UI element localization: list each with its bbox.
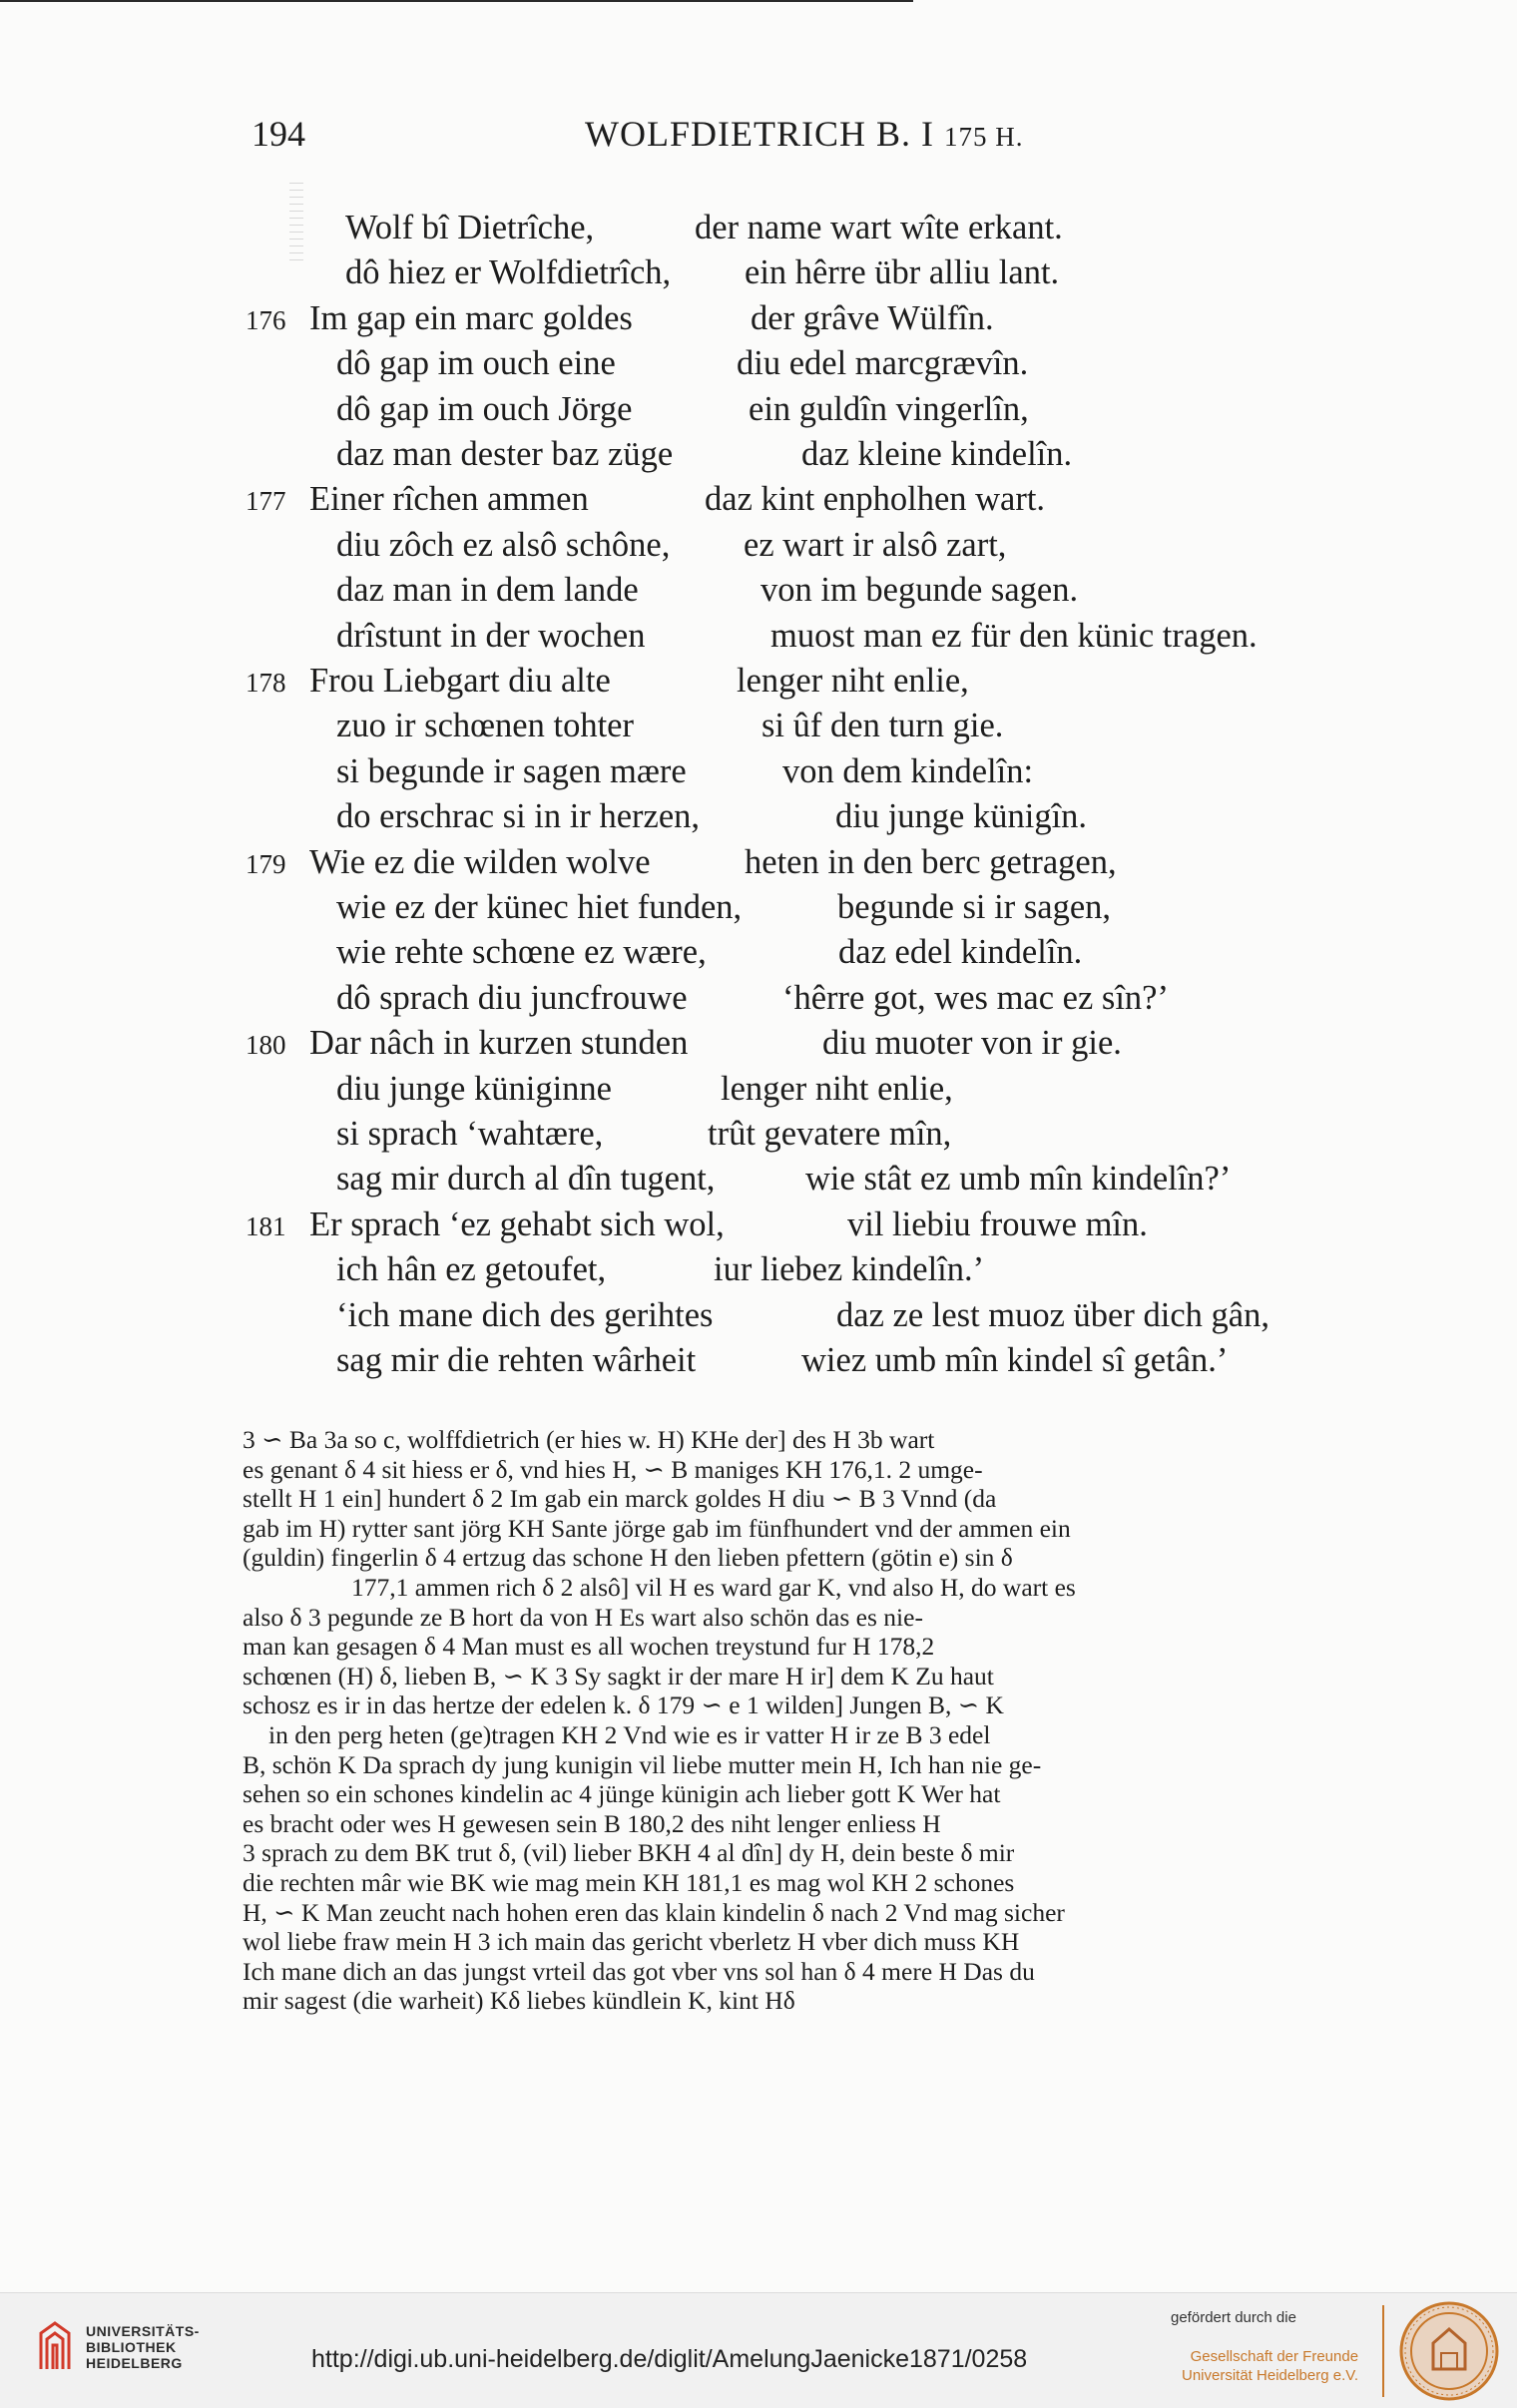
- second-half-line: diu edel marcgrævîn.: [737, 344, 1029, 383]
- apparatus-line: es bracht oder wes H gewesen sein B 180,2 des niht lenger enliess H: [243, 1808, 941, 1838]
- apparatus-line: B, schön K Da sprach dy jung kunigin vil liebe mutter mein H, Ich han nie ge-: [243, 1749, 1042, 1779]
- page-header: [252, 113, 1030, 163]
- verse-line: [0, 840, 1497, 884]
- footer-divider: [1382, 2305, 1384, 2397]
- second-half-line: daz kint enpholhen wart.: [705, 480, 1046, 519]
- first-half-line: si sprach ‘wahtære,: [336, 1115, 604, 1153]
- logo-line: BIBLIOTHEK: [86, 2339, 177, 2355]
- apparatus-line: in den perg heten (ge)tragen KH 2 Vnd wie es ir vatter H ir ze B 3 edel: [268, 1720, 991, 1749]
- verse-line: [0, 341, 1497, 385]
- first-half-line: drîstunt in der wochen: [336, 616, 646, 655]
- verse-line: [0, 250, 1497, 294]
- verse-line: [0, 1067, 1497, 1111]
- stanza-number: 179: [246, 848, 286, 879]
- first-half-line: dô sprach diu juncfrouwe: [336, 978, 688, 1017]
- second-half-line: iur liebez kindelîn.’: [714, 1250, 985, 1289]
- first-half-line: si begunde ir sagen mære: [336, 751, 687, 790]
- second-half-line: von dem kindelîn:: [782, 751, 1034, 790]
- footer-bar: [0, 2292, 1517, 2408]
- second-half-line: muost man ez für den künic tragen.: [770, 616, 1258, 655]
- verse-line: [0, 1293, 1497, 1337]
- second-half-line: der name wart wîte erkant.: [695, 209, 1063, 246]
- second-half-line: diu muoter von ir gie.: [822, 1024, 1122, 1063]
- first-half-line: sag mir die rehten wârheit: [336, 1341, 697, 1379]
- apparatus-line: Ich mane dich an das jungst vrteil das got vber vns sol han δ 4 mere H Das du: [243, 1956, 1035, 1986]
- verse-line: [0, 1112, 1497, 1156]
- first-half-line: wie rehte schœne ez wære,: [336, 933, 707, 972]
- first-half-line: Einer rîchen ammen: [309, 480, 589, 519]
- apparatus-line: wol liebe fraw mein H 3 ich main das gericht vberletz H vber dich muss KH: [243, 1927, 1020, 1957]
- second-half-line: diu junge künigîn.: [835, 797, 1088, 836]
- verse-line: [0, 432, 1497, 476]
- running-title: [585, 113, 1023, 155]
- apparatus-line: 3 ∽ Ba 3a so c, wolffdietrich (er hies w. H) KHe der] des H 3b wart: [243, 1425, 935, 1454]
- second-half-line: der grâve Wülfîn.: [751, 298, 994, 337]
- apparatus-line: stellt H 1 ein] hundert δ 2 Im gab ein marck goldes H diu ∽ B 3 Vnnd (da: [243, 1484, 997, 1514]
- first-half-line: diu zôch ez alsô schône,: [336, 525, 671, 564]
- permalink-url[interactable]: http://digi.ub.uni-heidelberg.de/diglit/AmelungJaenicke1871/0258: [311, 2345, 1028, 2373]
- apparatus-line: man kan gesagen δ 4 Man must es all wochen treystund fur H 178,2: [243, 1632, 935, 1662]
- second-half-line: ez wart ir alsô zart,: [744, 525, 1007, 564]
- first-half-line: Frou Liebgart diu alte: [309, 662, 611, 700]
- logo-line: HEIDELBERG: [86, 2355, 183, 2371]
- apparatus-line: gab im H) rytter sant jörg KH Sante jörge gab im fünfhundert vnd der ammen ein: [243, 1513, 1071, 1543]
- first-half-line: Im gap ein marc goldes: [309, 298, 633, 337]
- first-half-line: dô gap im ouch eine: [336, 344, 616, 383]
- first-half-line: sag mir durch al dîn tugent,: [336, 1160, 716, 1199]
- second-half-line: ein hêrre übr alliu lant.: [745, 253, 1060, 292]
- library-logo-text: [86, 2323, 200, 2371]
- verse-line: [0, 794, 1497, 838]
- stanza-number: 176: [246, 304, 286, 335]
- second-half-line: daz ze lest muoz über dich gân,: [836, 1295, 1269, 1334]
- first-half-line: wie ez der künec hiet funden,: [336, 888, 743, 926]
- apparatus-line: also δ 3 pegunde ze B hort da von H Es wart also schön das es nie-: [243, 1602, 923, 1632]
- verse-line: [0, 976, 1497, 1020]
- stanza-number: 180: [246, 1030, 286, 1061]
- first-half-line: ich hân ez getoufet,: [336, 1250, 607, 1289]
- first-half-line: do erschrac si in ir herzen,: [336, 797, 701, 836]
- university-seal-icon: [1397, 2299, 1501, 2403]
- first-half-line: dô gap im ouch Jörge: [336, 389, 633, 428]
- verse-line: [0, 930, 1497, 974]
- apparatus-line: (guldin) fingerlin δ 4 ertzug das schone H den lieben pfettern (götin e) sin δ: [243, 1543, 1013, 1573]
- first-half-line: daz man dester baz züge: [336, 435, 674, 473]
- second-half-line: von im begunde sagen.: [760, 571, 1079, 610]
- first-half-line: daz man in dem lande: [336, 571, 639, 610]
- first-half-line: Dar nâch in kurzen stunden: [309, 1024, 689, 1063]
- second-half-line: begunde si ir sagen,: [837, 888, 1112, 926]
- first-half-line: ‘ich mane dich des gerihtes: [336, 1295, 714, 1334]
- second-half-line: daz kleine kindelîn.: [801, 435, 1073, 473]
- verse-line: [0, 568, 1497, 612]
- verse-line: [0, 1338, 1497, 1382]
- sponsor-line: Gesellschaft der Freunde: [1190, 2348, 1359, 2365]
- logo-line: UNIVERSITÄTS-: [86, 2323, 200, 2339]
- running-title-main: WOLFDIETRICH B. I: [585, 114, 934, 154]
- apparatus-line: H, ∽ K Man zeucht nach hohen eren das klain kindelin δ nach 2 Vnd mag sicher: [243, 1897, 1065, 1927]
- second-half-line: wiez umb mîn kindel sî getân.’: [801, 1341, 1229, 1379]
- second-half-line: daz edel kindelîn.: [838, 933, 1083, 972]
- library-logo-icon: [33, 2319, 77, 2373]
- first-half-line: Er sprach ‘ez gehabt sich wol,: [309, 1204, 725, 1243]
- second-half-line: si ûf den turn gie.: [761, 707, 1004, 745]
- stanza-number: 181: [246, 1210, 286, 1241]
- sponsor-note: gefördert durch die: [1171, 2309, 1296, 2326]
- verse-line: [0, 1157, 1497, 1201]
- second-half-line: lenger niht enlie,: [721, 1069, 953, 1108]
- apparatus-line: die rechten mâr wie BK wie mag mein KH 181,1 es mag wol KH 2 schones: [243, 1868, 1015, 1897]
- apparatus-line: 177,1 ammen rich δ 2 alsô] vil H es ward gar K, vnd also H, do wart es: [351, 1573, 1076, 1602]
- verse-line: [0, 477, 1497, 521]
- second-half-line: lenger niht enlie,: [737, 662, 969, 700]
- top-rule: [0, 0, 913, 2]
- sponsor-name: [1182, 2347, 1358, 2385]
- apparatus-line: 3 sprach zu dem BK trut δ, (vil) lieber BKH 4 al dîn] dy H, dein beste δ mir: [243, 1838, 1015, 1868]
- apparatus-line: mir sagest (die warheit) Kδ liebes kündlein K, kint Hδ: [243, 1986, 795, 2016]
- apparatus-line: es genant δ 4 sit hiess er δ, vnd hies H, ∽ B maniges KH 176,1. 2 umge-: [243, 1454, 983, 1484]
- apparatus-line: schosz es ir in das hertze der edelen k. δ 179 ∽ e 1 wilden] Jungen B, ∽ K: [243, 1690, 1004, 1720]
- apparatus-line: schœnen (H) δ, lieben B, ∽ K 3 Sy sagkt ir der mare H ir] dem K Zu haut: [243, 1661, 994, 1690]
- verse-line: [0, 1247, 1497, 1291]
- first-half-line: diu junge küniginne: [336, 1069, 612, 1108]
- verse-line: [0, 387, 1497, 431]
- verse-line: [0, 206, 1497, 249]
- verse-line: [0, 704, 1497, 747]
- second-half-line: heten in den berc getragen,: [745, 842, 1117, 881]
- verse-line: [0, 749, 1497, 793]
- second-half-line: ein guldîn vingerlîn,: [749, 389, 1029, 428]
- verse-line: [0, 614, 1497, 658]
- first-half-line: dô hiez er Wolfdietrîch,: [345, 253, 672, 292]
- verse-line: [0, 659, 1497, 703]
- second-half-line: ‘hêrre got, wes mac ez sîn?’: [782, 978, 1169, 1017]
- second-half-line: vil liebiu frouwe mîn.: [847, 1204, 1148, 1243]
- stanza-number: 178: [246, 668, 286, 698]
- first-half-line: Wie ez die wilden wolve: [309, 842, 651, 881]
- sponsor-line: Universität Heidelberg e.V.: [1182, 2367, 1359, 2384]
- apparatus-line: sehen so ein schones kindelin ac 4 jünge künigin ach lieber gott K Wer hat: [243, 1779, 1001, 1809]
- running-title-small: 175 H.: [943, 122, 1024, 152]
- verse-line: [0, 296, 1497, 340]
- verse-line: [0, 1203, 1497, 1246]
- first-half-line: Wolf bî Dietrîche,: [345, 209, 595, 246]
- second-half-line: wie stât ez umb mîn kindelîn?’: [805, 1160, 1232, 1199]
- verse-line: [0, 885, 1497, 929]
- first-half-line: zuo ir schœnen tohter: [336, 707, 634, 745]
- page-number: 194: [252, 114, 305, 154]
- stanza-number: 177: [246, 486, 286, 517]
- verse-line: [0, 1021, 1497, 1065]
- second-half-line: trût gevatere mîn,: [708, 1115, 952, 1153]
- verse-line: [0, 523, 1497, 567]
